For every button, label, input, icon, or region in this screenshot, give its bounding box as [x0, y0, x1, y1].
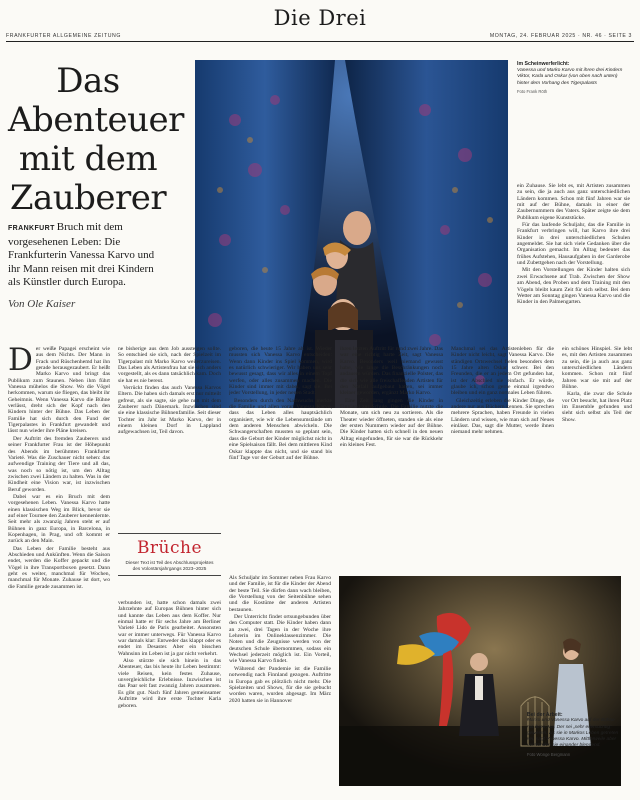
section-title: Die Drei	[273, 6, 367, 30]
promo-rule	[118, 533, 221, 534]
article-column-5	[451, 346, 554, 567]
stage-caption-text: Marko und Vanessa Karvo auf der Bühne mit ihren Ara. Der sei „sehr eifersüchtig“ gewesen, als sie in Markos Leben getreten sei, sagt Vanessa Karvo. Mittlerweile aber verstünden sie einander blendend.	[527, 718, 619, 749]
paragraph: Während der Pandemie ist die Familie notwendig nach Finnland gezogen. Auftritte in Europa gab es plötzlich nicht mehr. Die Spielzeiten und Shows, für die sie gebucht worden waren, wurden abgesagt. Im März 2020 hatten sie in Hannover	[229, 665, 331, 704]
promo-rule	[118, 575, 221, 576]
paragraph: Gleichzeitig erleben die Kinder Dinge, die andere nur aus Büchern kennen. Sie sprechen mehrere Sprachen, haben Freunde in vielen Ländern und wissen, wie man sich auf Neues einlässt. Das, sagt die Mutter, werde ihnen niemand mehr nehmen.	[451, 397, 554, 436]
byline: Von Ole Kaiser	[8, 298, 76, 310]
paragraph: Verrückt finden das auch Vanessa Karvos Eltern. Die haben sich damals erst nur mitteilt gefreut, als sie sagte, sie gehe nun mit dem Zauberer nach Dänemark. Inzwischen sind sie eine klassische Bühnenfamilie. Seit dieser Tochter im Jahr ist Marko Karvo, der in einem kleinen Dorf in Lappland aufgewachsen ist, Teil davon.	[118, 385, 221, 436]
paragraph: er weiße Papagei erscheint wie aus dem Nichts. Der Mann in Frack und Rüschenhemd hat ihn gerade herausgezaubert. Er heißt Marko Karvo und bringt das Publikum zum Staunen. Neben ihm führt Vanessa mühelos die Show. Wo die Vögel herkommen, warum sie fliegen, das bleibt ihr Geheimnis. Wenn Vanessa Karvo die Bühne verlässt, dreht sich der Kopf nach den Kindern hinter der Bühne. Das Leben der Familie hat sich durch den Fund der Tigerpalastes in Frankfurt gewandelt und lässt nun wieder ihre Pläne kreisen.	[8, 346, 110, 435]
teaser	[8, 221, 168, 290]
paragraph: Der Auftritt des fremden Zauberers und seiner Frankfurter Frau ist der Höhepunkt des Abends im berühmten Frankfurter Varieté. Was die Zuschauer nicht sehen: das aufwendige Training der Tiere und all das, was noch so nötig ist, um den Alltag zwischen zwei Ländern zu halten. Was in der Kindheit eine Vision war, ist inzwischen Beruf geworden.	[8, 435, 110, 493]
paragraph: ihren letzten Auftritt für rund zwei Jahre. Das war eine richtig harte Zeit, sagt Vanessa Karvo. Besonders weil niemand gewusst habe, wie lange die Beschränkungen noch andauern würden. Das finanzielle Polster, das die sich wie alle freischaffenden Artisten für den Notfall aufgebaut hatten, sei immer kleiner geworden, ergänzt Marko Karvo.	[340, 346, 443, 397]
paragraph: Das Leben der Familie besteht aus Abschieden und Ankünften. Wenn die Saison endet, werden die Koffer gepackt und die Vögel in ihre Transportboxen gesetzt. Dann geht es weiter, manchmal für Wochen, manchmal für Monate. Zuhause ist dort, wo die Familie gerade zusammen ist.	[8, 545, 110, 590]
paragraph: ein Zuhause. Sie lebt es, mit Artisten zusammen zu sein, die ja auch aus ganz unterschiedlichen Ländern kommen. Schon mit fünf Jahren war sie mit auf der Bühne, damals in einer der Zaubernummern des Vaters. Später zeigte sie dem Publikum eigene Kunststücke.	[517, 183, 630, 221]
paragraph: ein schönes Hinspiel. Sie lebt es, mit den Artisten zusammen zu sein, die ja auch aus ganz unterschiedlichen Ländern kommen. Schon mit fünf Jahren war sie mit auf der Bühne.	[562, 346, 632, 391]
paragraph: Eine Zeit lang gingen die Kinder in Finnland zur Schule. Die Familie nutzte die Monate, um sich neu zu sortieren. Als die Theater wieder öffneten, standen sie als eine der ersten Nummern wieder auf der Bühne. Die Kinder hatten sich schnell in den neuen Alltag eingefunden, für sie war die Rückkehr ein kleines Fest.	[340, 397, 443, 449]
paragraph: ne bisherige aus dem Job aussteigen sollte. So entschied sie sich, nach der Spielzeit im Tigerpalast mit Marko Karvo weiterzureisen. Das Leben als Artistenfrau hat sie sich anders vorgestellt, als es dann tatsächlich kam. Doch sie hat es nie bereut.	[118, 346, 221, 384]
paragraph: Der Unterricht findet ortsungebunden über den Computer statt. Die Kinder haben dann an zwei, drei Tagen in der Woche ihre Lehrerin im Onlineklassenzimmer. Die Noten und die Zeugnisse werden von der deutschen Schule übernommen, sodass ein Wechsel jederzeit möglich ist. Ein Vorteil, wie Vanessa Karvo findet.	[229, 614, 331, 665]
teaser-text: Bruch mit dem vorgesehenen Leben: Die Frankfurterin Vanessa Karvo und ihr Mann reisen mit drei Kindern als Künstler durch Europa.	[8, 221, 155, 288]
paragraph: Als Schuljahr im Sommer neben Frau Karvo und der Familie, ist für die Kinder der Abend der beste Teil. Sie dürfen dann wach bleiben, die Vorstellung von der Seitenbühne sehen und die Kostüme der anderen Artisten bestaunen.	[229, 575, 331, 613]
series-promo-box	[118, 533, 221, 595]
main-caption-text: Vanessa und Marko Karvo mit ihren drei Kindern Viktor, Karla und Oskar (von oben nach unten) hinter dem Vorhang des Tigerpalasts	[517, 67, 623, 86]
article-column-3	[229, 346, 332, 567]
article-column-4	[340, 346, 443, 567]
promo-text: Dieser Text ist Teil des Abschlussprojektes des Volontärsjahrgangs 2023–2025	[125, 560, 214, 571]
issue-info: MONTAG, 24. FEBRUAR 2025 · NR. 46 · SEITE 3	[489, 33, 632, 39]
paragraph: Karla, die zwar die Schule vor Ort besucht, hat ihren Platz im Ensemble gefunden und sieht sich selbst als Teil der Show.	[562, 391, 632, 423]
stage-caption-head: Bei der Arbeit:	[527, 712, 563, 718]
paragraph: geboren, die heute 15 Jahre alt ist. Wieder mussten sich Vanessa Karvo entscheiden: Wenn dann Kinder ins Spiel kommen, wird es natürlich schwieriger. Wir haben uns sehr bewusst gesagt, dass wir alles in einem Topf werfen, oder alles zusammen machen. Die Kinder sind immer mit dabei, sagt sie. Bei jeder Vorstellung, in jeder neuen Stadt.	[229, 346, 332, 397]
masthead	[0, 0, 640, 30]
masthead-rule	[6, 41, 634, 42]
article-column-2-lower	[118, 600, 221, 800]
stage-photo-credit: Foto Wonge Bergmann	[527, 751, 571, 757]
dropcap: D	[8, 346, 33, 378]
paragraph: Besonders durch den Nachwuchs merkte die Familie und allen voran Vanessa Karvo, dass das Leben alles hauptsächlich organisiert, wie wir die Lebensumstände um dem anderen Menschen abwickeln. Die Schwangerschaften mussten so geplant sein, dass die Geburt der Kinder möglichst nicht in eine Spielsaison fällt. Bei dem mittleren Kind Oskar klappte das nicht, und sie stand bis fünf Tage vor der Geburt auf der Bühne.	[229, 397, 332, 461]
main-caption-head: Im Scheinwerferlicht:	[517, 61, 570, 67]
paragraph: Für das laufende Schuljahr, das die Familie in Frankfurt verbringen will, hat Karvo ihre drei Kinder in drei unterschiedlichen Schulen angemeldet. Sie hat sich viele Gedanken über die Organisation gemacht. Im Alltag bedeutet das frühes Aufstehen, Hausaufgaben in der Garderobe und Zubettgehen nach der Vorstellung.	[517, 222, 630, 267]
article-column-3-lower	[229, 575, 331, 800]
headline: Das Abenteuer mit dem Zauberer	[8, 61, 184, 218]
article-column-1	[8, 346, 110, 800]
article-column-6	[562, 346, 632, 567]
main-photo-credit: Foto Frank Röth	[517, 89, 548, 95]
main-photo-caption	[517, 61, 630, 96]
paragraph: Dabei war es ein Bruch mit dem vorgesehenen Leben. Vanessa Karvo hatte einen klassischen Weg im Blick, bevor sie auf einer Tournee den Zauberer kennenlernte. Seit mehr als zwanzig Jahren steht er auf Bühnen in ganz Europa, in Barcelona, in Kopenhagen, in Prag, und oft kommt er zurück an den Main.	[8, 493, 110, 545]
paragraph: Mit den Vorstellungen der Kinder halten sich zwei Erwachsene auf Trab. Zwischen der Show am Abend, den Proben und dem Training mit den Vögeln bleibt kaum Zeit für sich selbst. Bei dem Wetter am Sonntag gingen Vanessa Karvo und die Kinder in den Palmengarten.	[517, 267, 630, 306]
series-logo: Brüche	[136, 538, 203, 558]
stage-photo-caption	[527, 712, 622, 758]
publication-name: FRANKFURTER ALLGEMEINE ZEITUNG	[6, 33, 122, 39]
paragraph: verbunden ist, hatte schon damals zwei Jahrzehnte auf Europas Bühnen hinter sich und kannte das Leben aus dem Koffer. Nur einmal hatte er für sechs Jahre am Berliner Varieté Lido de Paris gearbeitet. Ansonsten war er immer unterwegs. Für Vanessa Karvo war damals klar: Entweder das klappt oder es endet im Desaster. Aber ein bisschen Wahnsinn im Leben ist ja gar nicht verkehrt.	[118, 600, 221, 657]
dateline: FRANKFURT	[8, 225, 55, 232]
article-column-2	[118, 346, 221, 529]
paragraph: Also stürzte sie sich hinein in das Abenteuer, das bis heute ihr Leben bestimmt: viele Reisen, kein festes Zuhause, unvergleichliche Erlebnisse. Inzwischen ist das Paar seit fast zwanzig Jahren zusammen. Es gibt gut. Nach fünf Jahren gemeinsamer Auftritte wird ihre erste Tochter Karla geboren.	[118, 658, 221, 709]
paragraph: Manchmal sei das Artistenleben für die Kinder nicht leicht, sagt Vanessa Karvo. Die ständigen Ortswechsel fielen besonders dem 15 Jahre alten Oskar schwer. Bei den Freunden, die er an jedem Ort gefunden hat, ist der Abschied nie einfach. Er würde, glaube ich, schon gerne einmal irgendwo bleiben und ein ganz normales Leben führen.	[451, 346, 554, 397]
